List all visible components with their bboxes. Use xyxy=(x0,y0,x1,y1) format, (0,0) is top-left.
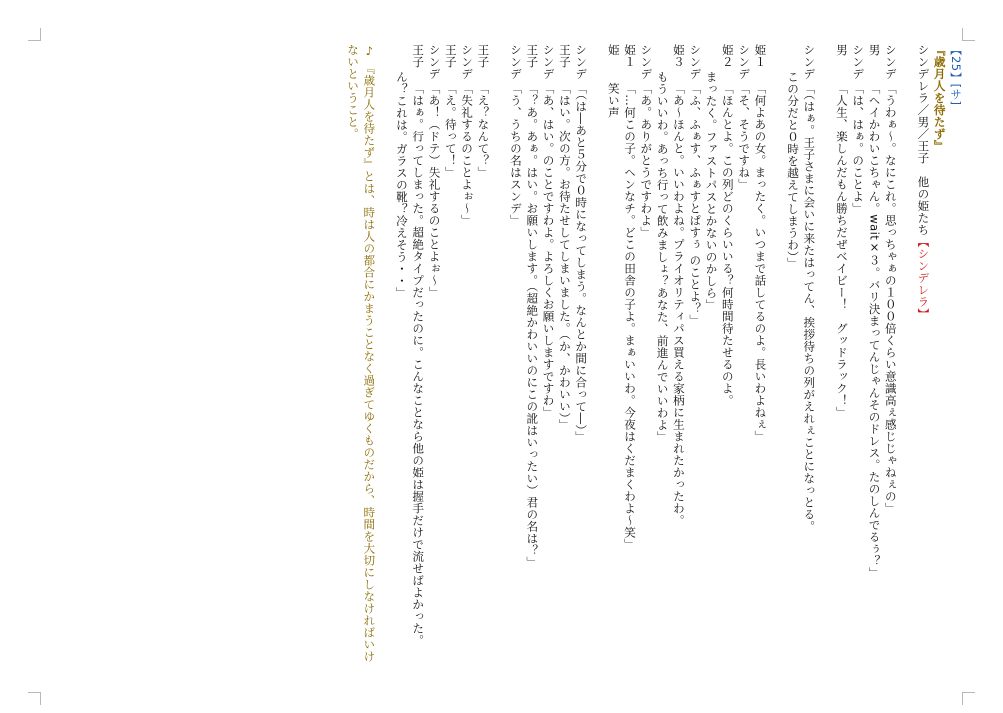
speaker-name: 王子 xyxy=(443,44,458,68)
script-page xyxy=(128,44,964,664)
dialogue-line xyxy=(426,44,442,664)
episode-header xyxy=(948,44,964,664)
note-text: 『歳月人を待たず』とは、時は人の都合にかまうことなく過ぎてゆくものだから、時間を大切にしなければいけないということ。 xyxy=(346,44,377,663)
dialogue-line xyxy=(508,44,524,664)
dialogue-line xyxy=(801,44,817,664)
dialogue-block xyxy=(377,44,899,664)
dialogue-text: 「はい。次の方。お待たせしてしまいました。（か、かわいい）」 xyxy=(557,82,572,431)
dialogue-text: 「失礼するのことよぉ～」 xyxy=(460,82,475,227)
crop-mark-bottom-right xyxy=(962,692,975,705)
dialogue-line xyxy=(785,44,801,664)
dialogue-line xyxy=(654,44,670,664)
dialogue-text: 「（は―あと５分で０時になってしまう。なんとか間に合って―）」 xyxy=(574,82,589,443)
dialogue-text: 笑い声 xyxy=(606,82,621,119)
dialogue-line xyxy=(736,44,752,664)
episode-number: 【25】 xyxy=(949,44,963,84)
crop-mark-top-left xyxy=(28,28,41,41)
speaker-name: 王子 xyxy=(411,44,426,68)
dialogue-line xyxy=(638,44,654,664)
speaker-name: シンデ xyxy=(508,44,523,80)
speaker-name: 王子 xyxy=(557,44,572,68)
dialogue-line xyxy=(573,44,589,664)
dialogue-line xyxy=(524,44,540,664)
crop-mark-bottom-left xyxy=(28,692,41,705)
dialogue-line xyxy=(475,44,491,664)
crop-mark-top-right xyxy=(962,28,975,41)
dialogue-line xyxy=(410,44,426,664)
dialogue-line xyxy=(866,44,882,664)
speaker-name: 王子 xyxy=(525,44,540,68)
dialogue-text: 「え？なんて？」 xyxy=(476,82,491,179)
dialogue-text: 「（はぁ。王子さまに会いに来たはってん、挨拶待ちの列がえれぇことになっとる。 xyxy=(802,82,817,533)
dialogue-line xyxy=(394,44,410,664)
speaker-name: シンデ xyxy=(541,44,556,80)
dialogue-text: 「あ。ありがとうですわよ」 xyxy=(639,82,654,239)
speaker-name: シンデ xyxy=(737,44,752,80)
note-mark: ♪ xyxy=(362,44,377,59)
dialogue-text: 「ほんとよ。この列どのくらいいる？何時間待たせるのよ。 xyxy=(720,82,735,407)
dialogue-line xyxy=(605,44,621,664)
dialogue-line xyxy=(850,44,866,664)
cast-names: シンデレラ／男／王子 他の姫たち xyxy=(916,44,931,236)
dialogue-text: 「は、はぁ。のことよ」 xyxy=(851,82,866,215)
dialogue-line xyxy=(443,44,459,664)
speaker-name: シンデ xyxy=(639,44,654,80)
dialogue-line xyxy=(459,44,475,664)
cast-list xyxy=(915,44,931,664)
speaker-name: シンデ xyxy=(883,44,898,80)
dialogue-text: この分だと０時を越えてしまうわ）」 xyxy=(786,70,801,269)
dialogue-text: 「あ、はい。のことですわよ。よろしくお願いしますですわ」 xyxy=(541,82,556,419)
dialogue-text: 「何よあの女。まったく。いつまで話してるのよ。長いわよねぇ」 xyxy=(753,82,768,443)
speaker-name: シンデ xyxy=(851,44,866,80)
dialogue-text: ん？これは。ガラスの靴？冷えそう・・」 xyxy=(394,70,409,299)
dialogue-text: 「…何この子。ヘンなチ。どこの田舎の子よ。まぁいいわ。今夜はくだまくわよ～笑」 xyxy=(623,82,638,551)
dialogue-text: 「？あ。あぁ。はい。お願いします。（超絶かわいいのにこの訛はいったい）君の名は？」 xyxy=(525,82,540,569)
cast-highlight: 【シンデレラ】 xyxy=(916,236,931,320)
speaker-name: 男 xyxy=(867,44,882,56)
dialogue-line xyxy=(752,44,768,664)
dialogue-text: 「はぁ。行ってしまった。超絶タイプだったのに。こんなことなら他の姫は握手だけで流せばよかった。 xyxy=(411,82,426,647)
dialogue-text: まったく。ファストパスとかないのかしら」 xyxy=(704,70,719,311)
dialogue-line xyxy=(720,44,736,664)
dialogue-line xyxy=(687,44,703,664)
dialogue-line xyxy=(834,44,850,664)
speaker-name: 男 xyxy=(834,44,849,56)
dialogue-text: 「ふ、ふぁす、ふぁすとぱすぅ のことよ？」 xyxy=(688,82,703,327)
episode-title: 『歳月人を待たず』 xyxy=(932,44,947,152)
dialogue-text: 「あ！（ドテ）失礼するのことよぉ～」 xyxy=(427,82,442,299)
speaker-name: 姫３ xyxy=(671,44,686,68)
dialogue-text: 「あ～ほんと。いいわよね。プライオリティパス買える家柄に生まれたかったわ。 xyxy=(671,82,686,527)
dialogue-text: 「う、うちの名はスンデ」 xyxy=(508,82,523,227)
dialogue-text: 「ヘイかわいこちゃん。wait×３。バリ決まってんじゃんそのドレス。たのしんでるぅ？」 xyxy=(867,82,882,579)
dialogue-text: もういいわ。あっち行って飲みましょ？あなた、前進んでいいわよ」 xyxy=(655,70,670,443)
dialogue-text: 「そ、そうですね」 xyxy=(737,82,752,191)
dialogue-text: 「人生、楽しんだもん勝ちだぜベイビー！ グッドラック！」 xyxy=(834,82,849,419)
speaker-name: 王子 xyxy=(476,44,491,68)
dialogue-text: 「うわぁ～。なにこれ。思っちゃぁの１００倍くらい意識高ぇ感じじゃねぇの」 xyxy=(883,82,898,515)
speaker-name: シンデ xyxy=(688,44,703,80)
dialogue-line xyxy=(671,44,687,664)
speaker-name: シンデ xyxy=(460,44,475,80)
dialogue-line xyxy=(703,44,719,664)
speaker-name: シンデ xyxy=(427,44,442,80)
speaker-name: シンデ xyxy=(802,44,817,80)
speaker-name: 姫 xyxy=(606,44,621,56)
speaker-name: 姫１ xyxy=(753,44,768,68)
speaker-name: 姫２ xyxy=(720,44,735,68)
footnote xyxy=(345,44,378,664)
speaker-name: シンデ xyxy=(574,44,589,80)
episode-bracket: [サ] xyxy=(949,83,963,106)
dialogue-line xyxy=(622,44,638,664)
dialogue-line xyxy=(557,44,573,664)
dialogue-line xyxy=(540,44,556,664)
dialogue-line xyxy=(883,44,899,664)
speaker-name: 姫１ xyxy=(623,44,638,68)
dialogue-text: 「え。待って！」 xyxy=(443,82,458,179)
